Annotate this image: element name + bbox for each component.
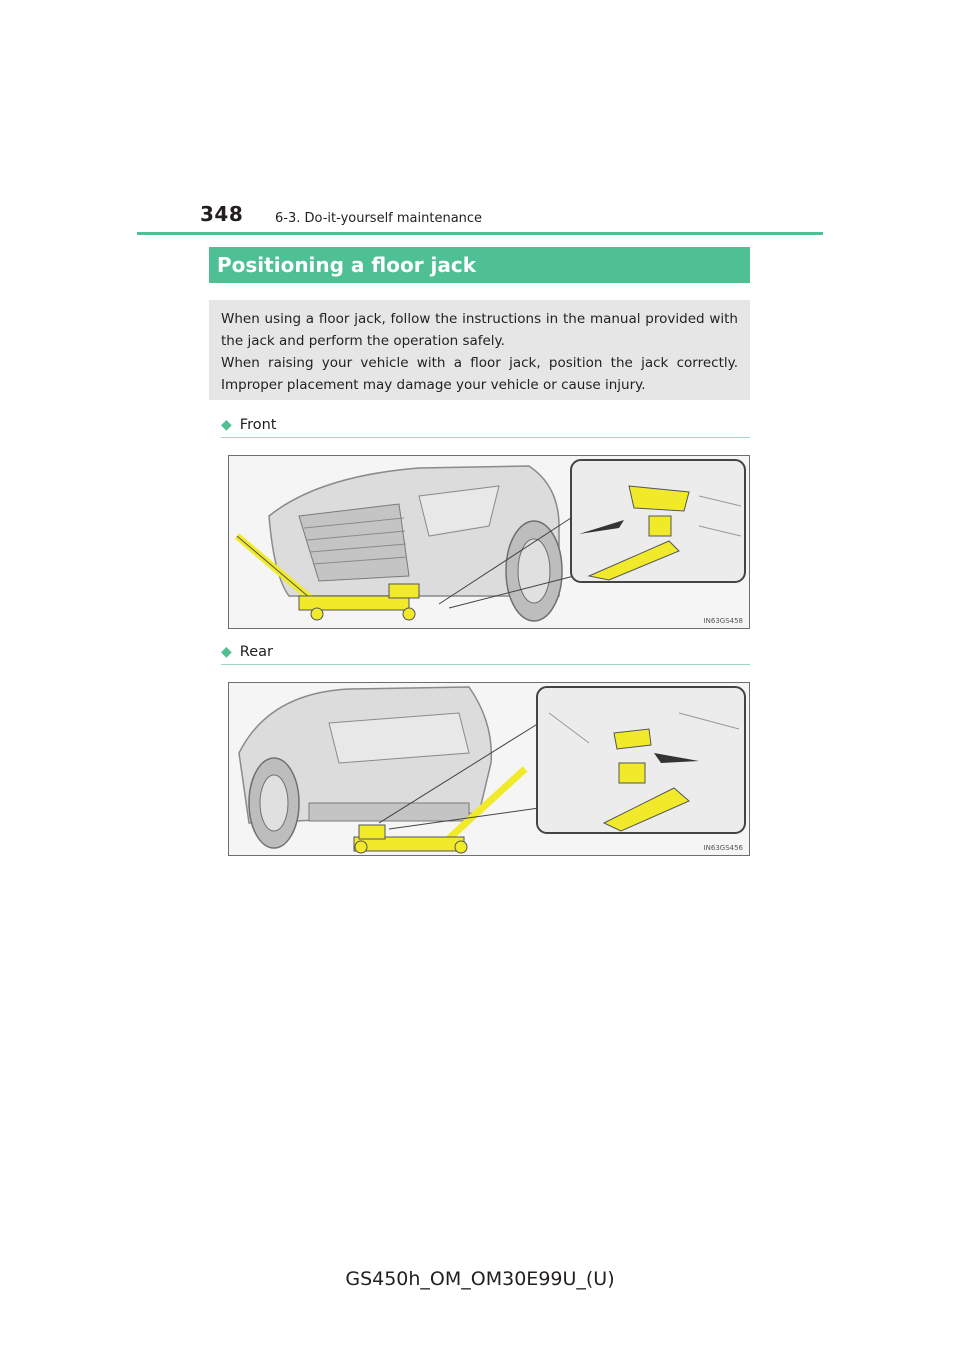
front-jack-illustration: [229, 456, 749, 628]
rear-jack-illustration: [229, 683, 749, 855]
figure-rear-code: IN63GS456: [703, 844, 743, 852]
page-number: 348: [200, 202, 244, 226]
chapter-label: 6-3. Do-it-yourself maintenance: [275, 211, 483, 226]
subheading-rear-label: Rear: [239, 644, 273, 660]
section-banner: [209, 247, 750, 283]
figure-rear-jack: [228, 682, 750, 856]
subheading-front-label: Front: [239, 417, 277, 433]
intro-paragraph-1: When using a floor jack, follow the instructions in the manual provided with the jack and perform the operation safely.: [221, 311, 738, 349]
diamond-icon: ◆: [221, 644, 232, 660]
figure-front-jack: [228, 455, 750, 629]
intro-box: [209, 300, 750, 400]
intro-paragraph-2: When raising your vehicle with a floor jack, position the jack correctly. Improper placement may damage your vehicle or cause injury.: [221, 355, 738, 393]
header-rule: [137, 232, 823, 235]
footer-document-id: GS450h_OM_OM30E99U_(U): [345, 1268, 615, 1290]
section-title: Positioning a floor jack: [217, 253, 477, 277]
figure-front-code: IN63GS458: [703, 617, 743, 625]
diamond-icon: ◆: [221, 417, 232, 433]
subheading-rear: [221, 644, 750, 665]
subheading-front: [221, 417, 750, 438]
